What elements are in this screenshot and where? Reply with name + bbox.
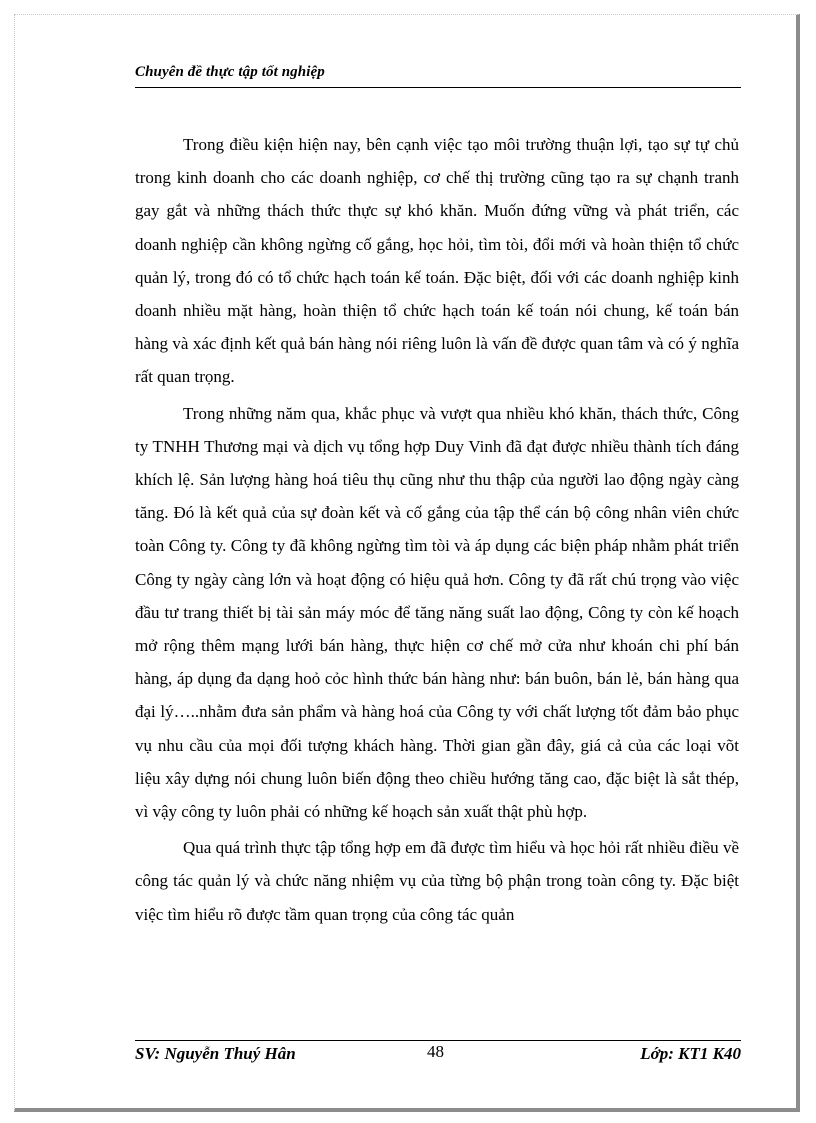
page-header-title: Chuyên đề thực tập tốt nghiệp [135,64,325,80]
header-divider [135,87,741,88]
paragraph-3: Qua quá trình thực tập tổng hợp em đã được tìm hiểu và học hỏi rất nhiều điều về công tác quản lý và chức năng nhiệm vụ của từng bộ phận trong toàn công ty. Đặc biệt việc tìm hiểu rõ được tầm quan trọng của công tác quản [135,838,739,924]
document-body [135,128,739,934]
paragraph-2: Trong những năm qua, khắc phục và vượt qua nhiều khó khăn, thách thức, Công ty TNHH Thương mại và dịch vụ tổng hợp Duy Vinh đã đạt được nhiều thành tích đáng khích lệ. Sản lượng hàng hoá tiêu thụ cũng như thu thập của người lao động ngày càng tăng. Đó là kết quả của sự đoàn kết và cố gắng của tập thể cán bộ công nhân viên chức toàn Công ty. Công ty đã không ngừng tìm tòi và áp dụng các biện pháp nhằm phát triển Công ty ngày càng lớn và hoạt động có hiệu quả hơn. Công ty đã rất chú trọng vào việc đầu tư trang thiết bị tài sản máy móc để tăng năng suất lao động, Công ty còn kế hoạch mở rộng thêm mạng lưới bán hàng, thực hiện cơ chế mở cửa như khoán chi phí bán hàng, áp dụng đa dạng hoỏ cỏc hình thức bán hàng như: bán buôn, bán lẻ, bán hàng qua đại lý…..nhằm đưa sản phẩm và hàng hoá của Công ty với chất lượng tốt đảm bảo phục vụ nhu cầu của mọi đối tượng khách hàng. Thời gian gần đây, giá cả của các loại võt liệu xây dựng nói chung luôn biến động theo chiều hướng tăng cao, đặc biệt là sắt thép, vì vậy công ty luôn phải có những kế hoạch sản xuất thật phù hợp. [135,403,739,822]
paragraph-1: Trong điều kiện hiện nay, bên cạnh việc tạo môi trường thuận lợi, tạo sự tự chủ trong kinh doanh cho các doanh nghiệp, cơ chế thị trường cũng tạo ra sự chạnh tranh gay gắt và những thách thức thực sự khó khăn. Muốn đứng vững và phát triển, các doanh nghiệp cần không ngừng cố gắng, học hỏi, tìm tòi, đổi mới và hoàn thiện tổ chức quản lý, trong đó có tổ chức hạch toán kế toán. Đặc biệt, đối với các doanh nghiệp kinh doanh nhiều mặt hàng, hoàn thiện tổ chức hạch toán kế toán nói chung, kế toán bán hàng và xác định kết quả bán hàng nói riêng luôn là vấn đề được quan tâm và có ý nghĩa rất quan trọng. [135,135,739,387]
footer-divider [135,1040,741,1041]
footer-class-name: Lớp: KT1 K40 [640,1044,741,1063]
footer-page-number: 48 [427,1042,444,1061]
page-footer [135,1044,741,1068]
footer-student-name: SV: Nguyễn Thuý Hân [135,1044,296,1063]
